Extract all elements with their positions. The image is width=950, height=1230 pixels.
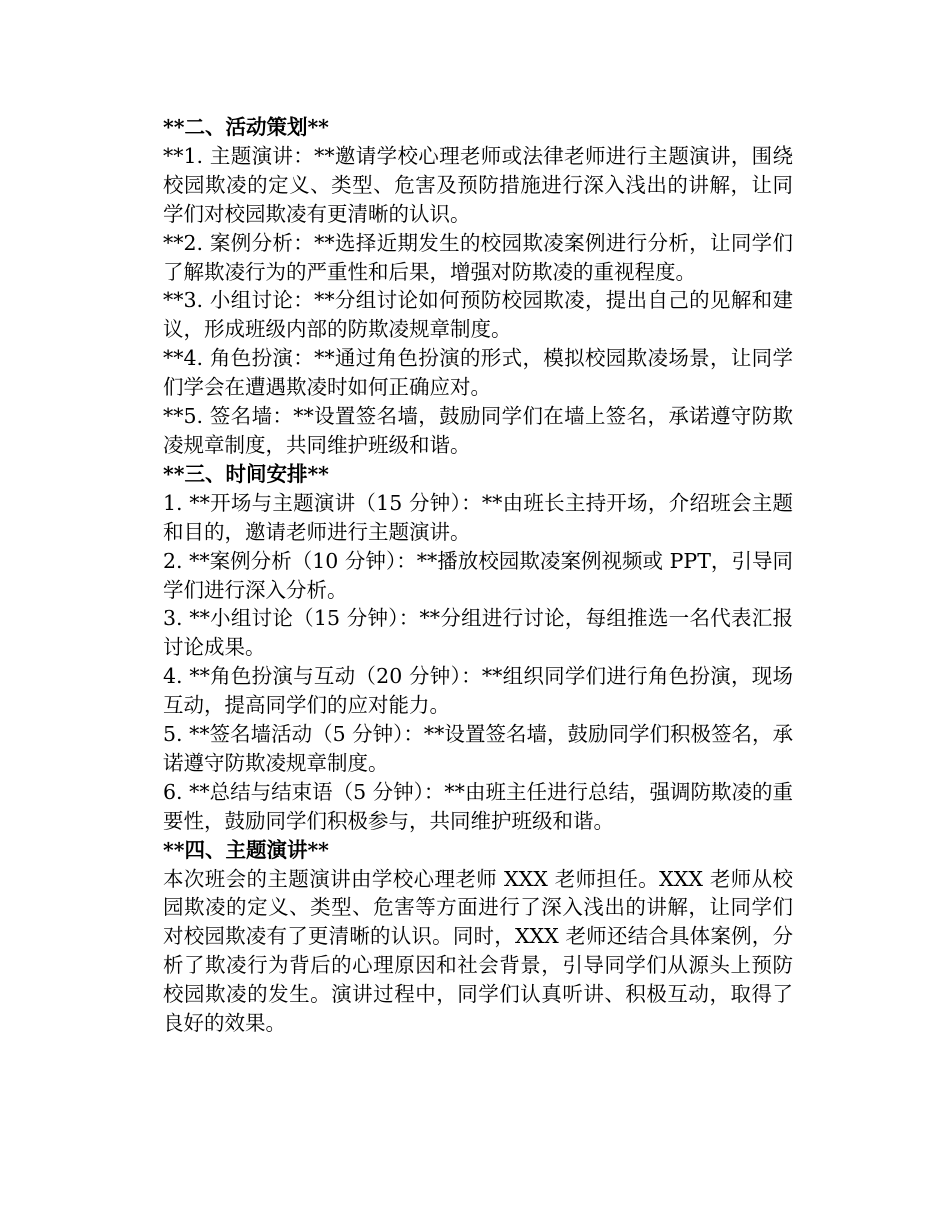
- paragraph-keynote-summary: 本次班会的主题演讲由学校心理老师 XXX 老师担任。XXX 老师从校园欺凌的定义、类型、危害等方面进行了深入浅出的讲解，让同学们对校园欺凌有了更清晰的认识。同时，XXX 老师还结合具体案例，分析了欺凌行为背后的心理原因和社会背景，引导同学们从源头上预防校园欺凌的发生。演讲过程中，同学们认真听讲、积极互动，取得了良好的效果。: [163, 866, 793, 1036]
- schedule-item-signature-wall: 5. **签名墙活动（5 分钟）：**设置签名墙，鼓励同学们积极签名，承诺遵守防欺凌规章制度。: [163, 722, 793, 775]
- section-heading-activity-plan: **二、活动策划**: [163, 115, 329, 139]
- schedule-item-opening: 1. **开场与主题演讲（15 分钟）：**由班长主持开场，介绍班会主题和目的，邀请老师进行主题演讲。: [163, 490, 793, 544]
- section-heading-schedule: **三、时间安排**: [163, 461, 329, 486]
- section-heading-keynote: **四、主题演讲**: [163, 837, 329, 862]
- schedule-item-group-discussion: 3. **小组讨论（15 分钟）：**分组进行讨论，每组推选一名代表汇报讨论成果。: [163, 606, 793, 660]
- paragraph-case-analysis: **2. 案例分析：**选择近期发生的校园欺凌案例进行分析，让同学们了解欺凌行为的严重性和后果，增强对防欺凌的重视程度。: [163, 230, 793, 284]
- paragraph-keynote-speech: **1. 主题演讲：**邀请学校心理老师或法律老师进行主题演讲，围绕校园欺凌的定义、类型、危害及预防措施进行深入浅出的讲解，让同学们对校园欺凌有更清晰的认识。: [163, 143, 793, 226]
- schedule-item-role-play: 4. **角色扮演与互动（20 分钟）：**组织同学们进行角色扮演，现场互动，提高同学们的应对能力。: [163, 664, 793, 718]
- document-body: [163, 113, 793, 1038]
- schedule-item-case-analysis: 2. **案例分析（10 分钟）：**播放校园欺凌案例视频或 PPT，引导同学们进行深入分析。: [163, 548, 793, 602]
- schedule-item-summary: 6. **总结与结束语（5 分钟）：**由班主任进行总结，强调防欺凌的重要性，鼓励同学们积极参与，共同维护班级和谐。: [163, 779, 793, 833]
- paragraph-signature-wall: **5. 签名墙：**设置签名墙，鼓励同学们在墙上签名，承诺遵守防欺凌规章制度，共同维护班级和谐。: [163, 404, 793, 457]
- paragraph-group-discussion: **3. 小组讨论：**分组讨论如何预防校园欺凌，提出自己的见解和建议，形成班级内部的防欺凌规章制度。: [163, 288, 793, 342]
- paragraph-role-play: **4. 角色扮演：**通过角色扮演的形式，模拟校园欺凌场景，让同学们学会在遭遇欺凌时如何正确应对。: [163, 346, 793, 400]
